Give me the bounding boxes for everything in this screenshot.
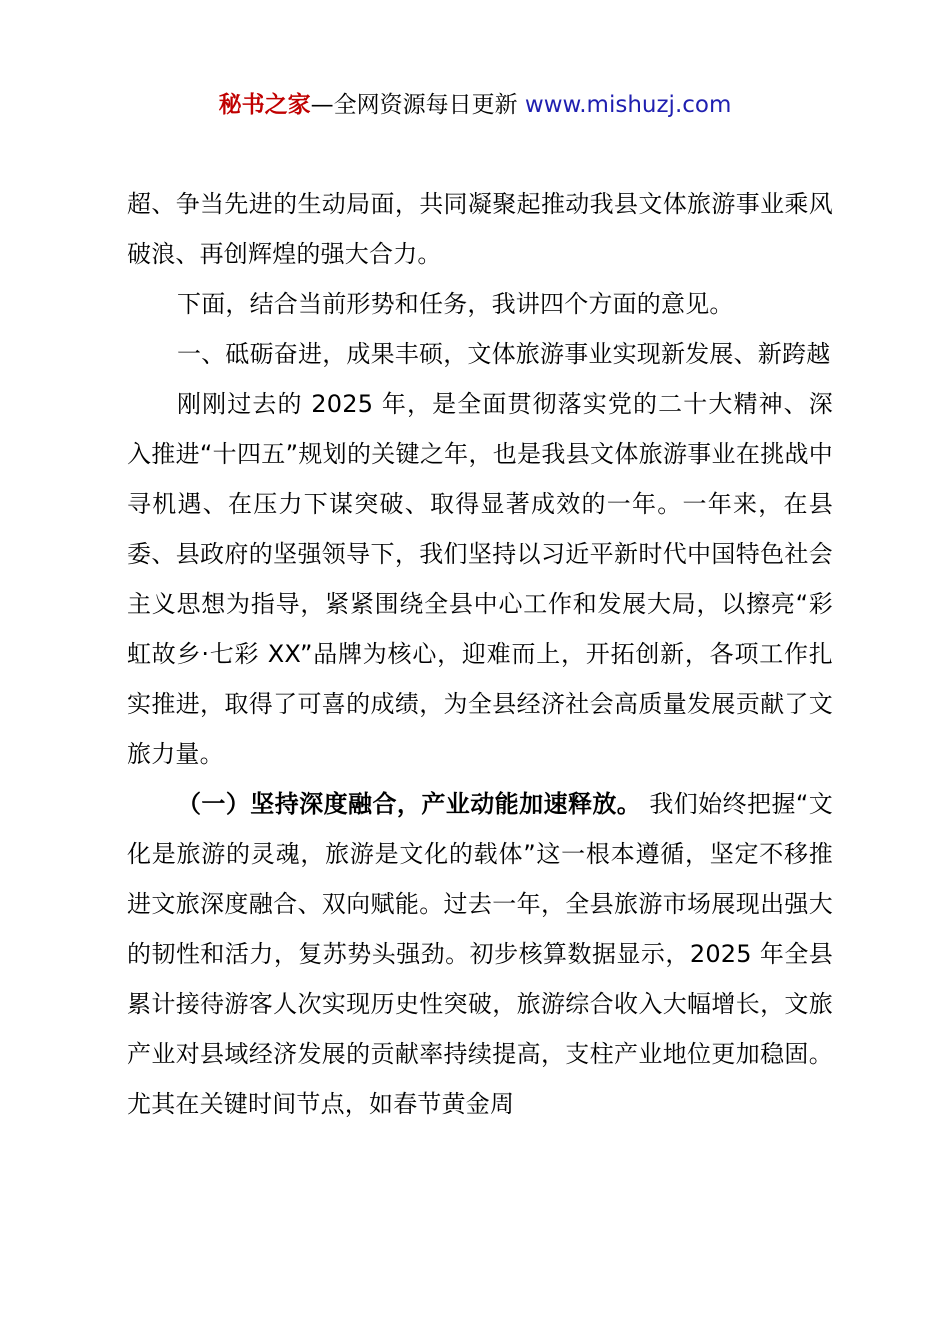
header-slogan: —全网资源每日更新 — [310, 92, 525, 118]
paragraph-intro: 下面，结合当前形势和任务，我讲四个方面的意见。 — [177, 290, 734, 318]
page-header — [0, 88, 950, 122]
document-body — [127, 179, 833, 1129]
subsection-text: 我们始终把握“文化是旅游的灵魂，旅游是文化的载体”这一根本遵循，坚定不移推进文旅深度融合、双向赋能。过去一年，全县旅游市场展现出强大的韧性和活力，复苏势头强劲。初步核算数据显示，2025 年全县累计接待游客人次实现历史性突破，旅游综合收入大幅增长，文旅产业对县域经济发展的贡献率持续提高，支柱产业地位更加稳固。尤其在关键时间节点，如春节黄金周 — [127, 790, 833, 1118]
paragraph-subsection-one — [127, 779, 833, 1129]
subsection-heading: （一）坚持深度融合，产业动能加速释放。 — [177, 790, 642, 818]
brand-name: 秘书之家 — [218, 92, 311, 118]
section-heading-one: 一、砥砺奋进，成果丰硕，文体旅游事业实现新发展、新跨越 — [177, 340, 831, 368]
paragraph-continuation: 超、争当先进的生动局面，共同凝聚起推动我县文体旅游事业乘风破浪、再创辉煌的强大合力。 — [127, 190, 833, 268]
paragraph-review: 刚刚过去的 2025 年，是全面贯彻落实党的二十大精神、深入推进“十四五”规划的关键之年，也是我县文体旅游事业在挑战中寻机遇、在压力下谋突破、取得显著成效的一年。一年来，在县委、县政府的坚强领导下，我们坚持以习近平新时代中国特色社会主义思想为指导，紧紧围绕全县中心工作和发展大局，以擦亮“彩虹故乡·七彩 XX”品牌为核心，迎难而上，开拓创新，各项工作扎实推进，取得了可喜的成绩，为全县经济社会高质量发展贡献了文旅力量。 — [127, 390, 833, 768]
site-url-link[interactable]: www.mishuzj.com — [524, 92, 732, 118]
